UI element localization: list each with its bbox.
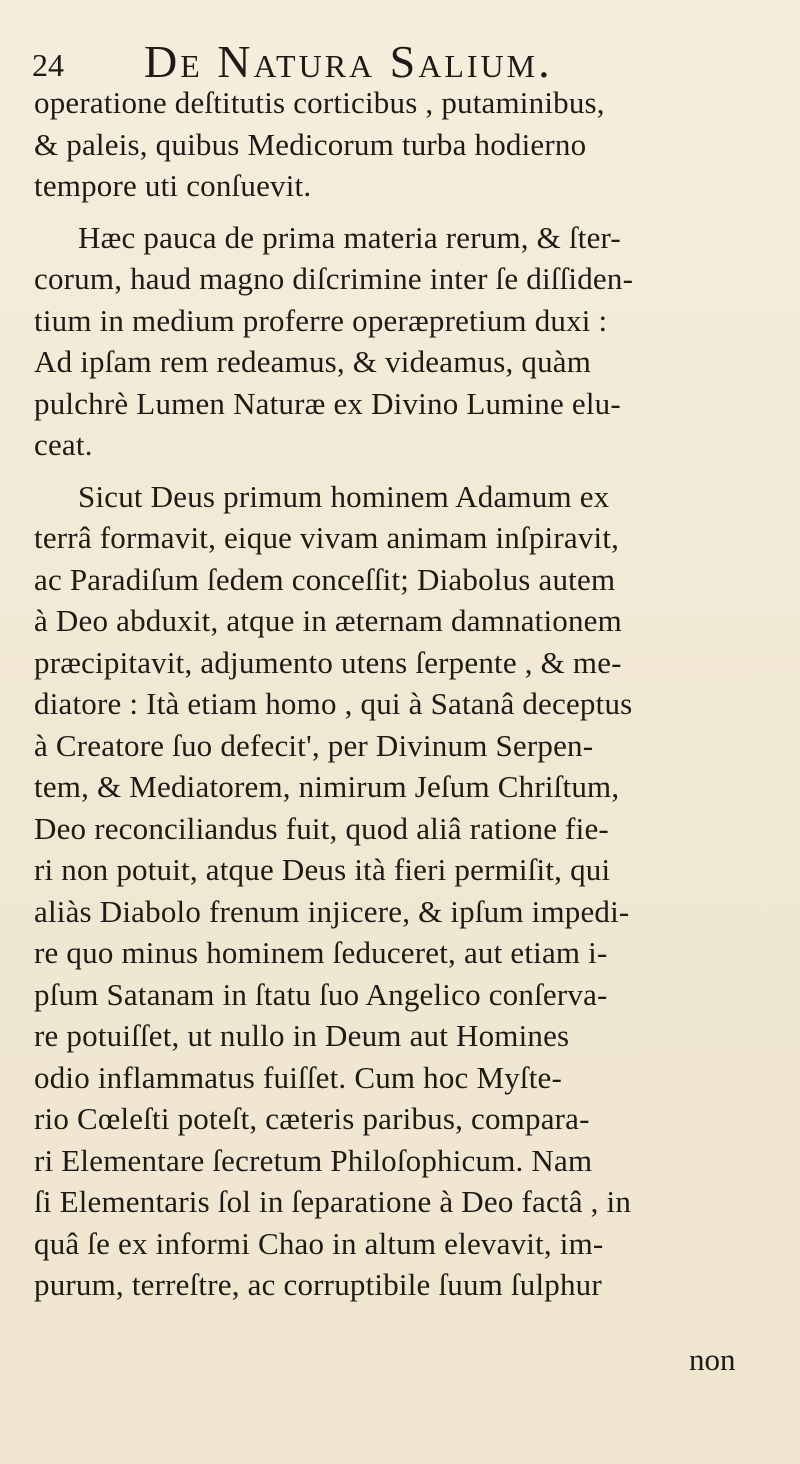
- text-line: Deo reconciliandus fuit, quod aliâ ratione fie-: [34, 810, 609, 846]
- text-line: à Deo abduxit, atque in æternam damnationem: [34, 603, 622, 638]
- text-line: Sicut Deus primum hominem Adamum ex: [78, 478, 610, 514]
- paragraph-3: [34, 476, 790, 1306]
- page-number: 24: [32, 47, 64, 83]
- text-line: terrâ formavit, eique vivam animam inſpiravit,: [34, 520, 620, 555]
- text-line: ri non potuit, atque Deus ità fieri permiſit, qui: [34, 852, 611, 887]
- text-line: re potuiſſet, ut nullo in Deum aut Homines: [34, 1018, 570, 1053]
- text-line: corum, haud magno diſcrimine inter ſe diſſiden-: [34, 261, 634, 296]
- body-text: [34, 82, 790, 1306]
- paragraph-gap: [34, 466, 790, 476]
- text-line: pſum Satanam in ſtatu ſuo Angelico conſerva-: [34, 976, 608, 1012]
- text-line: purum, terreſtre, ac corruptibile ſuum ſulphur: [34, 1267, 602, 1302]
- text-line: tem, & Mediatorem, nimirum Jeſum Chriſtum,: [34, 769, 620, 804]
- catchword: non: [689, 1342, 736, 1377]
- text-line: tium in medium proferre operæpretium duxi :: [34, 302, 608, 338]
- text-line: Ad ipſam rem redeamus, & videamus, quàm: [34, 344, 592, 379]
- text-line: Hæc pauca de prima materia rerum, & ſter-: [78, 219, 621, 255]
- paragraph-gap: [34, 207, 790, 217]
- text-line: ri Elementare ſecretum Philoſophicum. Nam: [34, 1142, 593, 1178]
- text-line: aliàs Diabolo frenum injicere, & ipſum impedi-: [34, 893, 630, 929]
- text-line: quâ ſe ex informi Chao in altum elevavit, im-: [34, 1225, 604, 1261]
- paragraph-1: [34, 82, 790, 207]
- text-line: ſi Elementaris ſol in ſeparatione à Deo factâ , in: [34, 1184, 632, 1219]
- text-line: à Creatore ſuo defecit', per Divinum Serpen-: [34, 727, 594, 763]
- text-line: & paleis, quibus Medicorum turba hodierno: [34, 126, 587, 162]
- text-line: tempore uti conſuevit.: [34, 168, 312, 203]
- text-line: pulchrè Lumen Naturæ ex Divino Lumine elu-: [34, 385, 621, 421]
- text-line: rio Cœleſti poteſt, cæteris paribus, compara-: [34, 1101, 590, 1136]
- text-line: operatione deſtitutis corticibus , putaminibus,: [34, 85, 605, 120]
- text-line: odio inflammatus fuiſſet. Cum hoc Myſte-: [34, 1059, 563, 1095]
- text-line: ceat.: [34, 427, 93, 462]
- text-line: diatore : Ità etiam homo , qui à Satanâ deceptus: [34, 686, 633, 721]
- paragraph-2: [34, 217, 790, 466]
- text-line: ac Paradiſum ſedem conceſſit; Diabolus autem: [34, 561, 616, 597]
- text-line: re quo minus hominem ſeduceret, aut etiam i-: [34, 935, 608, 970]
- text-line: præcipitavit, adjumento utens ſerpente , & me-: [34, 644, 622, 680]
- running-title: De Natura Salium.: [144, 36, 553, 87]
